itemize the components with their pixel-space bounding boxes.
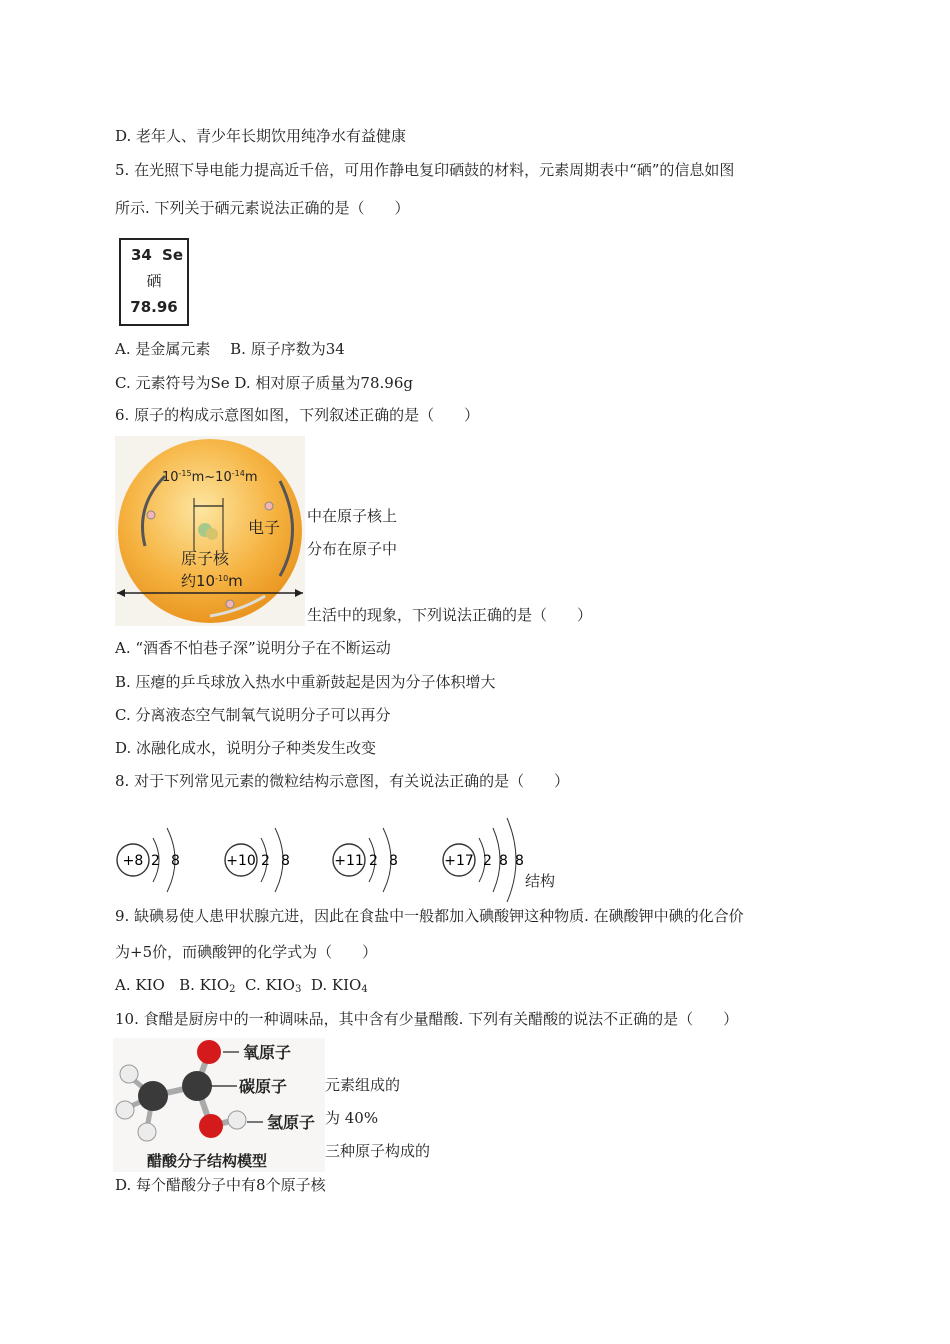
q5-stem-line2: 所示. 下列关于硒元素说法正确的是（ ） (115, 199, 410, 217)
particle-structure-figure (113, 802, 525, 910)
element-symbol: Se (162, 246, 183, 264)
selenium-element-card (119, 238, 189, 326)
shell-electrons: 8 (389, 853, 398, 869)
atom-structure-figure (115, 436, 305, 626)
q10-option-d: D. 每个醋酸分子中有8个原子核 (115, 1176, 326, 1194)
q9-stem-line2: 为+5价，而碘酸钾的化学式为（ ） (115, 943, 378, 961)
q7-option-a: A. “酒香不怕巷子深”说明分子在不断运动 (115, 639, 391, 657)
carbon-atom (138, 1081, 168, 1111)
shell-electrons: 2 (369, 853, 378, 869)
shell-electrons: 8 (171, 853, 180, 869)
carbon-atom (182, 1071, 212, 1101)
carbon-label: 碳原子 (239, 1077, 288, 1096)
hydrogen-atom (228, 1111, 246, 1129)
hydrogen-atom (116, 1101, 134, 1119)
q5-stem-line1: 5. 在光照下导电能力提高近千倍，可用作静电复印硒鼓的材料，元素周期表中“硒”的信息如图 (115, 161, 735, 179)
atom-size-label: 约$10^{-10}m$ (181, 572, 243, 590)
oxygen-atom (197, 1040, 221, 1064)
q9-option-a: A. KIO (115, 976, 165, 994)
q7-option-b: B. 压瘪的乒乓球放入热水中重新鼓起是因为分子体积增大 (115, 673, 496, 691)
oxygen-atom (199, 1114, 223, 1138)
q9-options (115, 976, 368, 999)
element-number: 34 (131, 246, 152, 264)
shell-electrons: 8 (499, 853, 508, 869)
nucleus-charge: +10 (226, 853, 256, 869)
q5-options-cd: C. 元素符号为Se D. 相对原子质量为78.96g (115, 374, 413, 392)
nucleus-charge: +17 (444, 853, 474, 869)
q7-option-c: C. 分离液态空气制氧气说明分子可以再分 (115, 706, 391, 724)
electron-dot (265, 502, 273, 510)
shell-electrons: 2 (261, 853, 270, 869)
hydrogen-atom (120, 1065, 138, 1083)
nucleus-size-label: $10^{-15}m\sim 10^{-14}m$ (162, 469, 258, 485)
particle-diagrams (113, 802, 525, 910)
hydrogen-label: 氢原子 (267, 1113, 316, 1132)
electron-dot (147, 511, 155, 519)
acetic-acid-model (113, 1038, 325, 1172)
shell-electrons: 2 (483, 853, 492, 869)
q10-option-fragment-3: 三种原子构成的 (325, 1142, 431, 1160)
shell-electrons: 8 (281, 853, 290, 869)
q10-option-fragment-1: 元素组成的 (325, 1076, 401, 1094)
electron-label: 电子 (248, 518, 281, 537)
hydrogen-atom (138, 1123, 156, 1141)
q9-option-b: B. $KIO_2$ (179, 976, 236, 995)
atom-diagram (115, 436, 305, 626)
q10-option-fragment-2: 为 40% (325, 1109, 379, 1127)
shell-electrons: 2 (151, 853, 160, 869)
q8-stem: 8. 对于下列常见元素的微粒结构示意图，有关说法正确的是（ ） (115, 772, 570, 790)
element-mass: 78.96 (130, 298, 178, 316)
q6-option-fragment-2: 分布在原子中 (307, 540, 398, 558)
electron-dot (226, 600, 234, 608)
acetic-acid-model-figure (113, 1038, 325, 1172)
q7-stem-fragment: 生活中的现象，下列说法正确的是（ ） (307, 606, 593, 624)
q7-option-d: D. 冰融化成水，说明分子种类发生改变 (115, 739, 377, 757)
q6-stem: 6. 原子的构成示意图如图，下列叙述正确的是（ ） (115, 406, 480, 424)
q4-option-d: D. 老年人、青少年长期饮用纯净水有益健康 (115, 127, 407, 145)
nucleus-label: 原子核 (181, 549, 230, 568)
q9-stem-line1: 9. 缺碘易使人患甲状腺亢进，因此在食盐中一般都加入碘酸钾这种物质. 在碘酸钾中碘的化合价 (115, 907, 744, 925)
model-caption: 醋酸分子结构模型 (147, 1152, 268, 1170)
q9-option-d: D. $KIO_4$ (310, 976, 368, 995)
nucleus-charge: +8 (122, 853, 144, 869)
oxygen-label: 氧原子 (243, 1043, 292, 1062)
element-name: 硒 (146, 272, 162, 290)
q9-option-c: C. $KIO_3$ (245, 976, 302, 995)
shell-electrons: 8 (515, 853, 524, 869)
q6-option-fragment-1: 中在原子核上 (307, 507, 398, 525)
q5-options-ab: A. 是金属元素 B. 原子序数为34 (115, 340, 345, 358)
nucleus-charge: +11 (334, 853, 364, 869)
q10-stem: 10. 食醋是厨房中的一种调味品，其中含有少量醋酸. 下列有关醋酸的说法不正确的是（ ） (115, 1010, 739, 1028)
q8-option-fragment: 结构 (525, 872, 556, 890)
